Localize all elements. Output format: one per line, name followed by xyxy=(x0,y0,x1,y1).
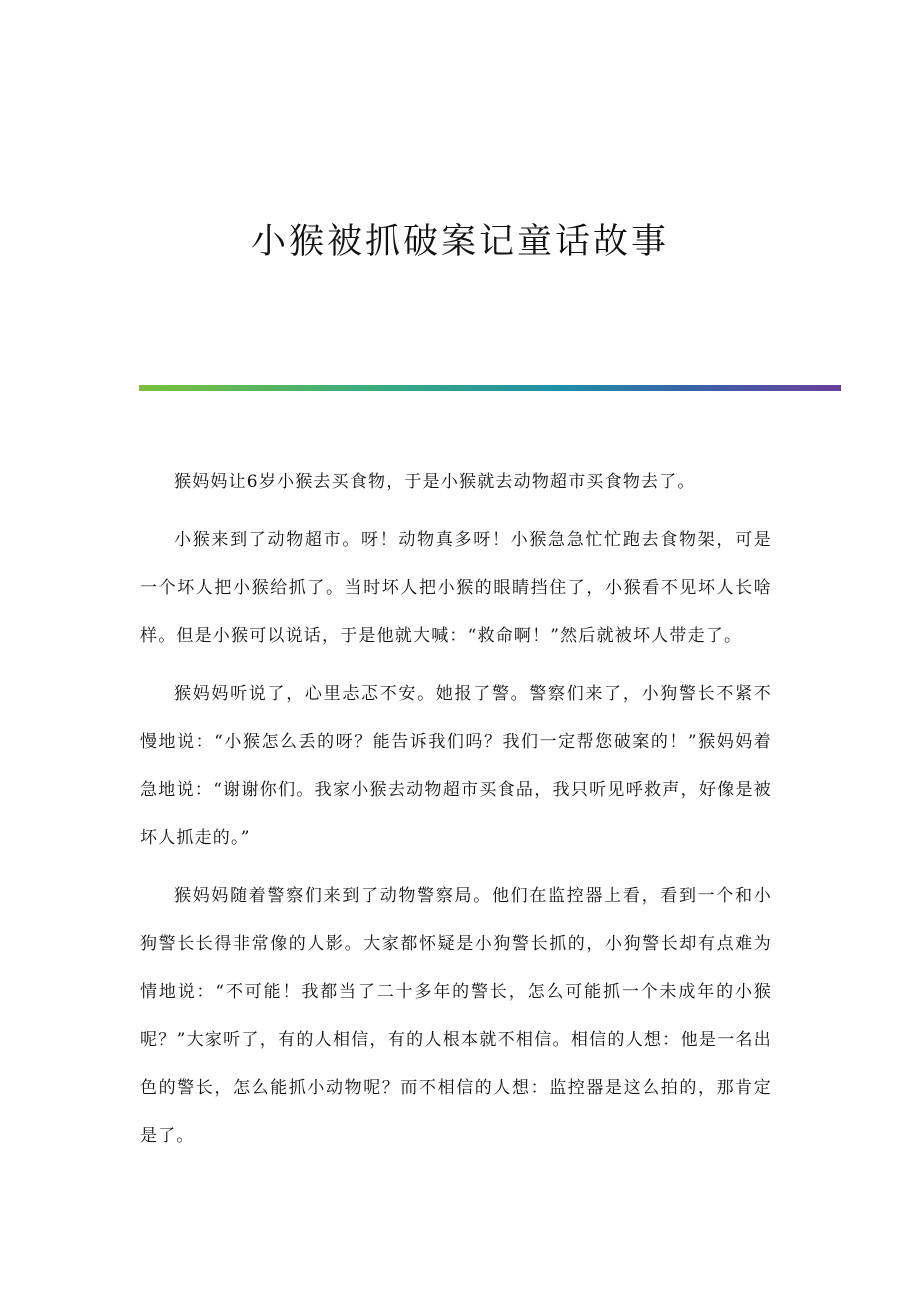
paragraph-1: 猴妈妈让6岁小猴去买食物，于是小猴就去动物超市买食物去了。 xyxy=(174,472,696,492)
paragraph-3: 猴妈妈听说了，心里忐忑不安。她报了警。警察们来了，小狗警长不紧不慢地说：“小猴怎么丢的呀？能告诉我们吗？我们一定帮您破案的！”猴妈妈着急地说：“谢谢你们。我家小猴去动物超市买食品，我只听见呼救声，好像是被坏人抓走的。” xyxy=(140,684,772,848)
title-divider xyxy=(139,385,841,391)
document-body xyxy=(140,458,772,1170)
document-title: 小猴被抓破案记童话故事 xyxy=(250,222,669,262)
paragraph-4: 猴妈妈随着警察们来到了动物警察局。他们在监控器上看，看到一个和小狗警长长得非常像的人影。大家都怀疑是小狗警长抓的，小狗警长却有点难为情地说：“不可能！我都当了二十多年的警长，怎么可能抓一个未成年的小猴呢？”大家听了，有的人相信，有的人根本就不相信。相信的人想：他是一名出色的警长，怎么能抓小动物呢？而不相信的人想：监控器是这么拍的，那肯定是了。 xyxy=(140,886,772,1146)
paragraph-2: 小猴来到了动物超市。呀！动物真多呀！小猴急急忙忙跑去食物架，可是一个坏人把小猴给抓了。当时坏人把小猴的眼睛挡住了，小猴看不见坏人长啥样。但是小猴可以说话，于是他就大喊：“救命啊！”然后就被坏人带走了。 xyxy=(140,530,772,646)
